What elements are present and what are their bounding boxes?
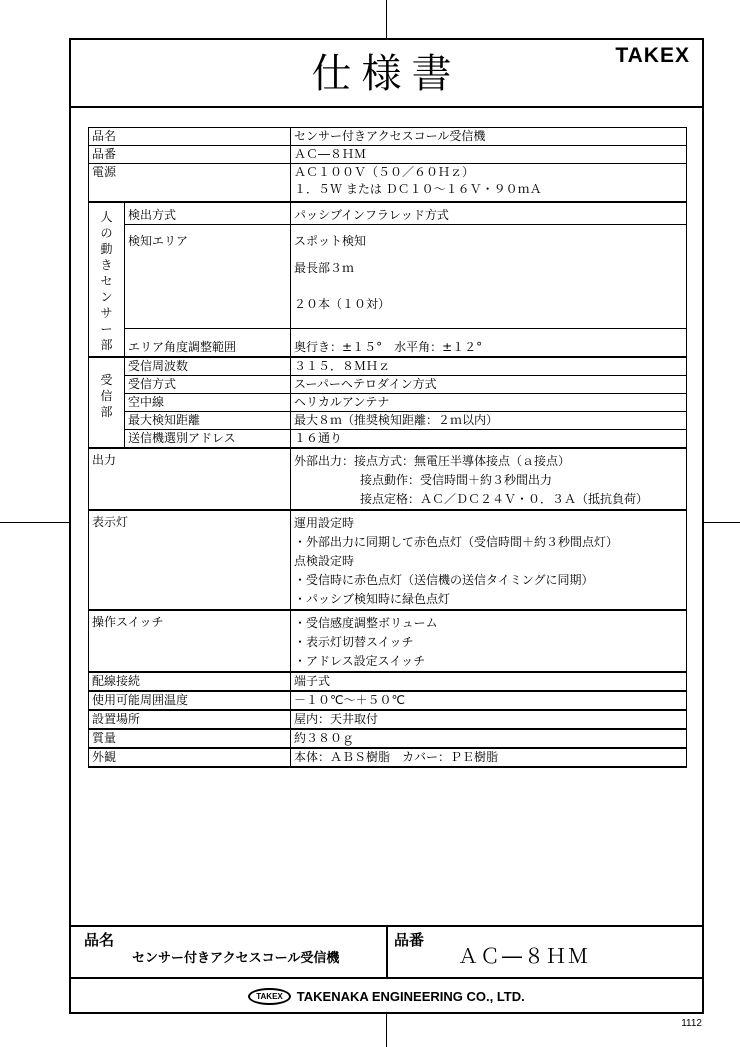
row-value: パッシブインフラレッド方式 — [291, 202, 687, 225]
brand-logo: TAKEX — [615, 44, 690, 67]
row-label: 最大検知距離 — [125, 411, 291, 429]
row-value: ＡＣ―８ＨＭ — [291, 146, 687, 164]
row-label: 送信機選別アドレス — [125, 429, 291, 448]
value-line: ・外部出力に同期して赤色点灯（受信時間＋約３秒間点灯） — [294, 534, 619, 549]
value-line: 接点定格：ＡＣ／ＤＣ２４Ｖ・０．３Ａ（抵抗負荷） — [360, 491, 649, 506]
table-row — [89, 128, 687, 146]
row-label: 検出方式 — [125, 202, 291, 225]
row-value — [291, 448, 687, 510]
row-value — [291, 510, 687, 610]
footer-model-value: ＡＣ―８ＨＭ — [458, 944, 590, 968]
company-logo: TAKEX — [248, 988, 291, 1005]
row-label: 使用可能周囲温度 — [89, 691, 291, 710]
row-value: スーパーヘテロダイン方式 — [291, 375, 687, 393]
table-row — [89, 224, 687, 328]
row-label: 品名 — [89, 128, 291, 146]
value-line: 点検設定時 — [294, 553, 355, 568]
table-row — [89, 448, 687, 510]
table-row — [89, 748, 687, 767]
row-label: 出力 — [89, 448, 291, 510]
value-line: ・受信感度調整ボリューム — [294, 615, 438, 630]
row-value: 約３８０ｇ — [291, 729, 687, 748]
value-line: １．５Ｗ または ＤＣ１０～１６Ｖ・９０ｍＡ — [294, 182, 542, 196]
table-row — [89, 202, 687, 225]
value-line: ・表示灯切替スイッチ — [294, 634, 414, 649]
row-label: 空中線 — [125, 393, 291, 411]
value-line: 外部出力：接点方式：無電圧半導体接点（ａ接点） — [294, 453, 571, 468]
row-label: 検知エリア — [125, 224, 291, 328]
table-row — [89, 411, 687, 429]
table-row — [89, 429, 687, 448]
table-row — [89, 691, 687, 710]
row-value — [291, 610, 687, 672]
footer-name-value: センサー付きアクセスコール受信機 — [132, 951, 340, 966]
row-label: 外観 — [89, 748, 291, 767]
footer-name-label: 品名 — [84, 931, 115, 949]
row-value: －１０℃～＋５０℃ — [291, 691, 687, 710]
crop-mark-top — [386, 0, 387, 38]
row-label: 設置場所 — [89, 710, 291, 729]
footer-column-divider — [386, 925, 388, 978]
value-line: 最長部３ｍ — [294, 260, 355, 275]
spec-table — [88, 127, 687, 768]
footer-model-label: 品番 — [394, 931, 425, 949]
table-row — [89, 146, 687, 164]
row-label: 配線接続 — [89, 672, 291, 691]
table-row — [89, 375, 687, 393]
group-label-sensor: 人 の 動 き セ ン サ ー 部 — [89, 202, 125, 357]
crop-mark-right — [704, 522, 740, 523]
row-value: 奥行き：±１５° 水平角：±１２° — [291, 328, 687, 357]
group-label-receiver: 受 信 部 — [89, 357, 125, 448]
table-row — [89, 328, 687, 357]
table-row — [89, 610, 687, 672]
company-name: TAKENAKA ENGINEERING CO., LTD. — [296, 988, 525, 1004]
value-line: ・パッシブ検知時に緑色点灯 — [294, 591, 451, 606]
value-line: 運用設定時 — [294, 515, 355, 530]
company-row — [69, 979, 704, 1013]
table-row — [89, 729, 687, 748]
table-row — [89, 393, 687, 411]
row-label: 電源 — [89, 164, 291, 202]
row-value: センサー付きアクセスコール受信機 — [291, 128, 687, 146]
row-value: 最大８ｍ（推奨検知距離：２ｍ以内） — [291, 411, 687, 429]
row-label: 表示灯 — [89, 510, 291, 610]
row-value — [291, 164, 687, 202]
row-value: 本体：ＡＢＳ樹脂 カバー：ＰＥ樹脂 — [291, 748, 687, 767]
row-value: ３１５．８ＭＨｚ — [291, 357, 687, 376]
row-value: 端子式 — [291, 672, 687, 691]
value-line: ・受信時に赤色点灯（送信機の送信タイミングに同期） — [294, 572, 594, 587]
title-divider — [69, 106, 704, 108]
row-label: 受信周波数 — [125, 357, 291, 376]
table-row — [89, 164, 687, 202]
document-number: 1112 — [681, 1018, 702, 1029]
row-value: ヘリカルアンテナ — [291, 393, 687, 411]
page-title: 仕様書 — [311, 51, 462, 97]
row-label: 品番 — [89, 146, 291, 164]
row-label: エリア角度調整範囲 — [125, 328, 291, 357]
row-label: 質量 — [89, 729, 291, 748]
row-value: 屋内：天井取付 — [291, 710, 687, 729]
table-row — [89, 510, 687, 610]
value-line: ２０本（１０対） — [294, 296, 391, 311]
table-row — [89, 357, 687, 376]
crop-mark-left — [0, 522, 69, 523]
value-line: ＡＣ１００Ｖ（５０／６０Ｈｚ） — [294, 165, 475, 179]
table-row — [89, 672, 687, 691]
row-label: 操作スイッチ — [89, 610, 291, 672]
crop-mark-bottom — [386, 1014, 387, 1047]
value-line: ・アドレス設定スイッチ — [294, 653, 426, 668]
row-value — [291, 224, 687, 328]
value-line: スポット検知 — [294, 233, 367, 248]
row-label: 受信方式 — [125, 375, 291, 393]
value-line: 接点動作：受信時間＋約３秒間出力 — [360, 472, 553, 487]
row-value: １６通り — [291, 429, 687, 448]
table-row — [89, 710, 687, 729]
